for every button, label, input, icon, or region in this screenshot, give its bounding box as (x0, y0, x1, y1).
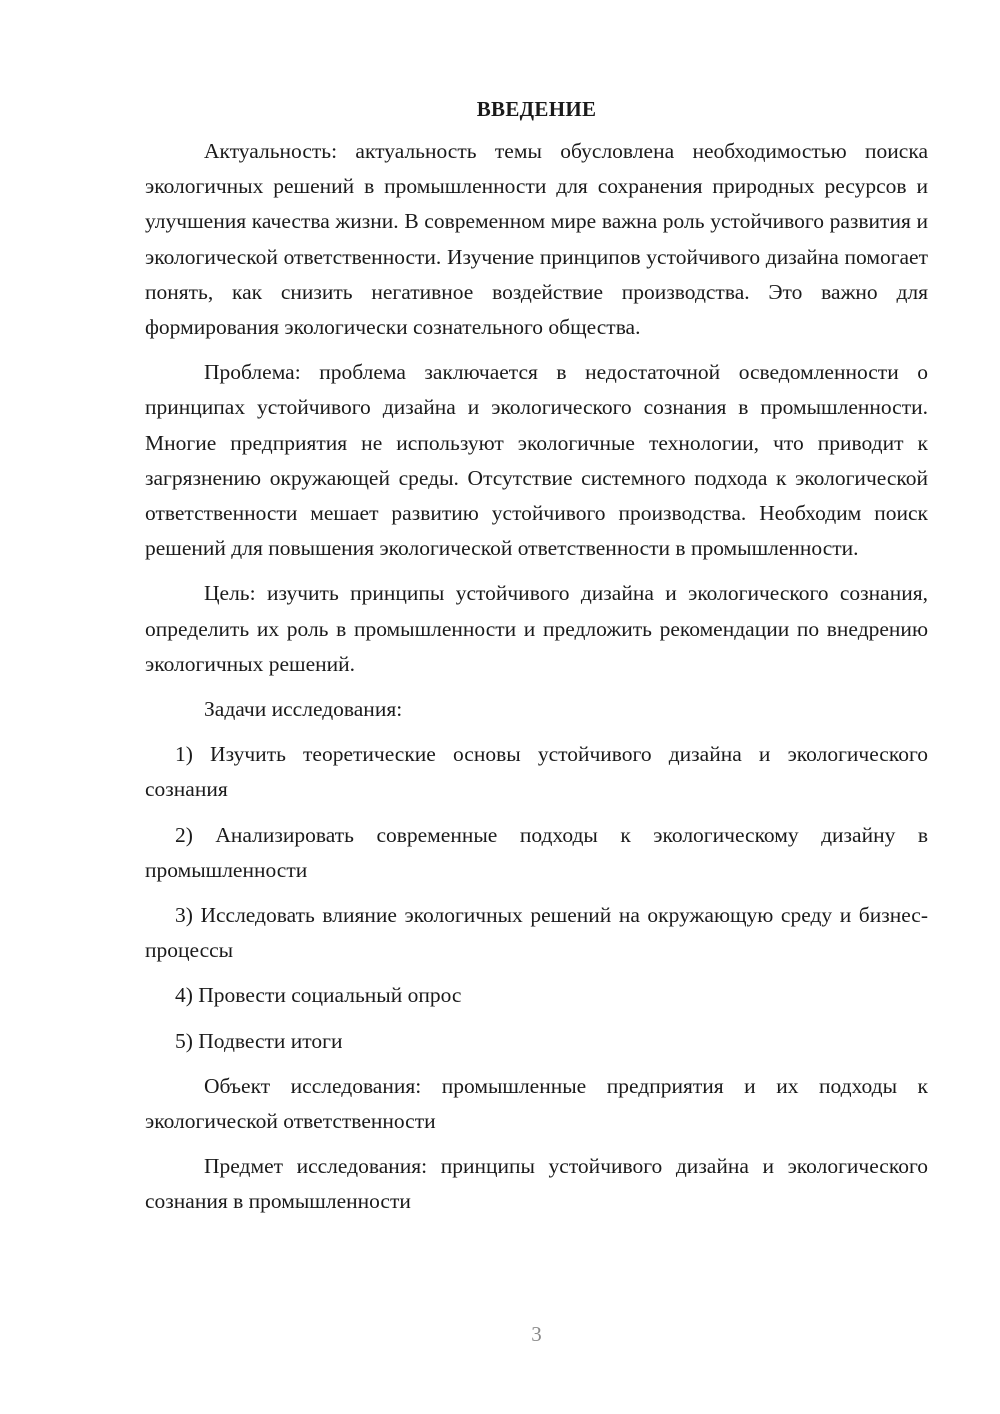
page-number: 3 (531, 1322, 542, 1346)
document-page (145, 92, 928, 1230)
tasks-heading: Задачи исследования: (204, 697, 403, 722)
page-title: ВВЕДЕНИЕ (476, 97, 597, 121)
task-item-1: 1) Изучить теоретические основы устойчивого дизайна и экологического сознания (145, 742, 928, 802)
task-item-4: 4) Провести социальный опрос (175, 983, 462, 1008)
task-item-5: 5) Подвести итоги (175, 1028, 343, 1053)
task-item-3: 3) Исследовать влияние экологичных решений на окружающую среду и бизнес-процессы (145, 903, 928, 963)
subject-paragraph: Предмет исследования: принципы устойчивого дизайна и экологического сознания в промышленности (145, 1154, 928, 1214)
goal-paragraph: Цель: изучить принципы устойчивого дизайна и экологического сознания, определить их роль в промышленности и предложить рекомендации по внедрению экологичных решений. (145, 581, 928, 676)
task-item-2: 2) Анализировать современные подходы к экологическому дизайну в промышленности (145, 822, 928, 882)
relevance-paragraph: Актуальность: актуальность темы обусловлена необходимостью поиска экологичных решений в промышленности для сохранения природных ресурсов и улучшения качества жизни. В современном мире важна роль устойчивого развития и экологической ответственности. Изучение принципов устойчивого дизайна помогает понять, как снизить негативное воздействие производства. Это важно для формирования экологически сознательного общества. (145, 139, 928, 340)
object-paragraph: Объект исследования: промышленные предприятия и их подходы к экологической ответственности (145, 1073, 928, 1134)
problem-paragraph: Проблема: проблема заключается в недостаточной осведомленности о принципах устойчивого дизайна и экологического сознания в промышленности. Многие предприятия не используют экологичные технологии, что приводит к загрязнению окружающей среды. Отсутствие системного подхода к экологической ответственности мешает развитию устойчивого производства. Необходим поиск решений для повышения экологической ответственности в промышленности. (145, 360, 928, 561)
